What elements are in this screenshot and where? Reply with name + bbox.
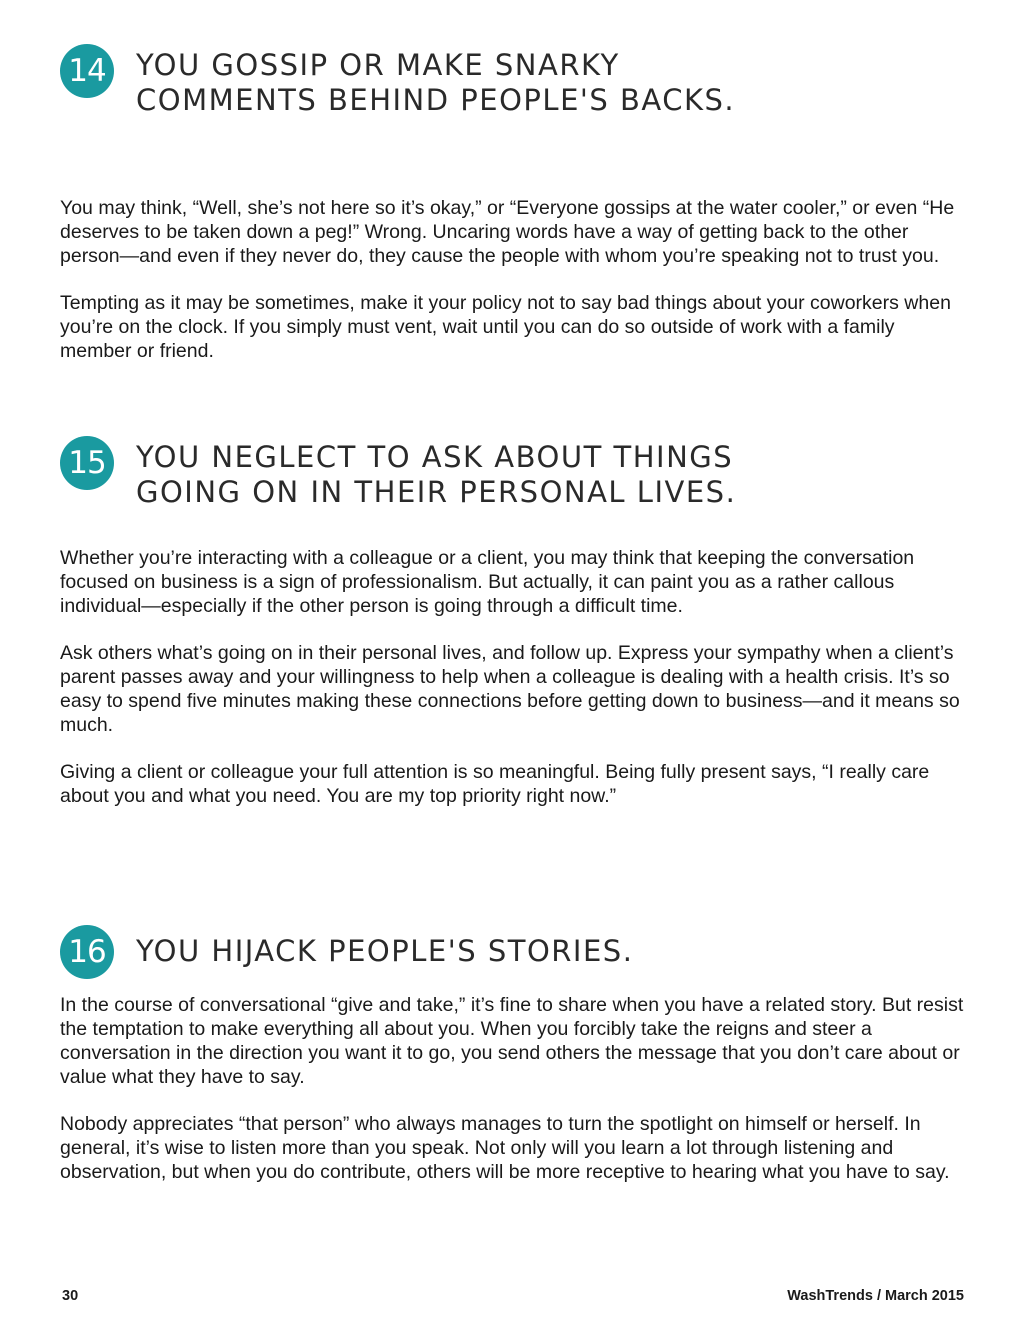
section-15 <box>60 436 965 831</box>
section-title <box>136 48 735 118</box>
publication-footer: WashTrends / March 2015 <box>787 1288 964 1304</box>
section-title-line: GOING ON IN THEIR PERSONAL LIVES. <box>136 475 737 509</box>
section-title <box>136 934 633 969</box>
number-badge: 14 <box>60 44 114 98</box>
paragraph: In the course of conversational “give and take,” it’s fine to share when you have a related story. But resist the temptation to make everything all about you. When you forcibly take the reigns and steer a conversation in the direction you want it to go, you send others the message that you don’t care about or value what they have to say. <box>60 994 964 1088</box>
section-title-line: YOU GOSSIP OR MAKE SNARKY <box>136 48 620 82</box>
section-title-line: YOU HIJACK PEOPLE'S STORIES. <box>136 934 634 968</box>
paragraph: Ask others what’s going on in their personal lives, and follow up. Express your sympathy when a client’s parent passes away and your willingness to help when a colleague is dealing with a health crisis. It’s so easy to spend five minutes making these connections before getting down to business—and it means so much. <box>60 642 960 736</box>
section-title-line: COMMENTS BEHIND PEOPLE'S BACKS. <box>136 83 736 117</box>
number-badge: 15 <box>60 436 114 490</box>
section-heading <box>60 436 965 516</box>
section-title <box>136 440 736 510</box>
paragraph: Tempting as it may be sometimes, make it your policy not to say bad things about your coworkers when you’re on the clock. If you simply must vent, wait until you can do so outside of work with a family member or friend. <box>60 292 951 362</box>
paragraph: Nobody appreciates “that person” who always manages to turn the spotlight on himself or herself. In general, it’s wise to listen more than you speak. Not only will you learn a lot through listening and observation, but when you do contribute, others will be more receptive to hearing what you have to say. <box>60 1113 950 1183</box>
section-heading <box>60 925 965 983</box>
section-14 <box>60 44 965 386</box>
section-16 <box>60 925 965 1207</box>
paragraph: Giving a client or colleague your full attention is so meaningful. Being fully present says, “I really care about you and what you need. You are my top priority right now.” <box>60 761 930 807</box>
section-title-line: YOU NEGLECT TO ASK ABOUT THINGS <box>136 440 734 474</box>
number-badge: 16 <box>60 925 114 979</box>
paragraph: You may think, “Well, she’s not here so it’s okay,” or “Everyone gossips at the water cooler,” or even “He deserves to be taken down a peg!” Wrong. Uncaring words have a way of getting back to the other person—and even if they never do, they cause the people with whom you’re speaking not to trust you. <box>60 197 955 267</box>
section-heading <box>60 44 965 124</box>
paragraph: Whether you’re interacting with a colleague or a client, you may think that keeping the conversation focused on business is a sign of professionalism. But actually, it can paint you as a rather callous individual—especially if the other person is going through a difficult time. <box>60 547 915 617</box>
page-number: 30 <box>62 1288 79 1304</box>
